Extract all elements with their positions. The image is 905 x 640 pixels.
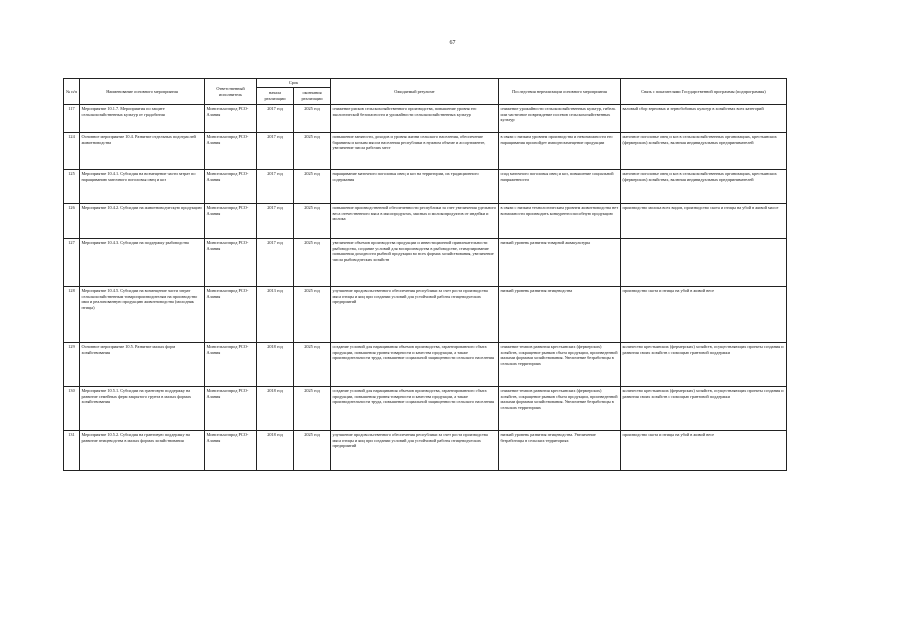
row-executor: Минсельхозпрод РСО-Алания [205, 133, 257, 170]
row-result: улучшение продовольственного обеспечения республики за счет роста производства мяса птицы и яиц при создании условий для устойчивой работы птицеводческих предприятий [331, 431, 499, 471]
row-start: 2018 год [257, 431, 294, 471]
row-link [621, 239, 787, 287]
program-activities-table [63, 78, 787, 471]
row-start: 2017 год [257, 204, 294, 239]
row-executor: Минсельхозпрод РСО-Алания [205, 204, 257, 239]
row-executor: Минсельхозпрод РСО-Алания [205, 431, 257, 471]
row-consequences: низкий уровень развития птицеводства [499, 287, 621, 343]
row-num: 129 [64, 343, 80, 387]
row-name: Мероприятие 10.5.1. Субсидии на грантовую поддержку на развитие семейных ферм закрытого грунта в малых формах хозяйствования [80, 387, 205, 431]
row-name: Основное мероприятие 10.5. Развитие малых форм хозяйствования [80, 343, 205, 387]
row-consequences: снижение темпов развития крестьянских (фермерских) хозяйств, сокращение рынков сбыта продукции, произведенной малыми формами хозяйствования. Увеличение безработицы в сельских территориях [499, 343, 621, 387]
row-link: производство скота и птицы на убой в живой весе [621, 431, 787, 471]
row-result: улучшение продовольственного обеспечения республики за счет роста производства мяса птицы и яиц при создании условий для устойчивой работы птицеводческих предприятий [331, 287, 499, 343]
row-end: 2025 год [294, 133, 331, 170]
row-end: 2025 год [294, 343, 331, 387]
row-num: 128 [64, 287, 80, 343]
row-consequences: снижение урожайности сельскохозяйственных культур, гибель или частичное повреждение посевов сельскохозяйственных культур [499, 105, 621, 133]
header-num: № п/п [64, 79, 80, 105]
row-consequences: в связи с низким уровнем производства и невозможности его наращивания произойдет импортозамещение продукции [499, 133, 621, 170]
row-consequences: низкий уровень развития птицеводства. Увеличение безработицы в сельских территориях [499, 431, 621, 471]
row-end: 2025 год [294, 431, 331, 471]
row-num: 124 [64, 133, 80, 170]
row-consequences: в связи с низким технологическим уровнем животноводства нет возможности производить конкурентоспособную продукцию [499, 204, 621, 239]
table-row [64, 343, 787, 387]
row-result: увеличение объемов производства продукции и инвестиционной привлекательности рыбоводства, создание условий для воспроизводства в рыбоводстве, стимулирование повышения доходности рыбной продукции во всех формах хозяйствования, увеличение числа рыбоводческих хозяйств [331, 239, 499, 287]
header-consequences: Последствия нереализации основного мероприятия [499, 79, 621, 105]
row-start: 2017 год [257, 105, 294, 133]
row-num: 125 [64, 170, 80, 204]
row-consequences: низкий уровень развития товарной аквакультуры [499, 239, 621, 287]
header-executor: Ответственный исполнитель [205, 79, 257, 105]
row-start: 2013 год [257, 287, 294, 343]
table-row [64, 287, 787, 343]
row-result: создание условий для наращивания объемов производства, гарантированного сбыта продукции, повышения уровня товарности и качества продукции, а также производительности труда, повышение социальной защищенности сельского населения [331, 387, 499, 431]
header-name: Наименование основного мероприятия [80, 79, 205, 105]
table-row [64, 204, 787, 239]
header-end: окончания реализации [294, 88, 331, 105]
table-row [64, 239, 787, 287]
table-row [64, 133, 787, 170]
row-start: 2017 год [257, 170, 294, 204]
row-name: Мероприятие 10.4.5. Субсидии на возмещение части затрат сельскохозяйственным товаропроизводителям на производство ими и реализованную продукцию животноводства (молодняк птицы) [80, 287, 205, 343]
row-end: 2025 год [294, 239, 331, 287]
row-link: валовый сбор зерновых и зернобобовых культур в хозяйствах всех категорий [621, 105, 787, 133]
row-result: наращивание маточного поголовья овец и коз на территории, их традиционного содержания [331, 170, 499, 204]
header-result: Ожидаемый результат [331, 79, 499, 105]
row-name: Мероприятие 10.4.1. Субсидия на возмещение части затрат по наращиванию маточного поголовья овец и коз [80, 170, 205, 204]
row-end: 2025 год [294, 105, 331, 133]
row-start: 2017 год [257, 239, 294, 287]
row-start: 2017 год [257, 133, 294, 170]
table-row [64, 431, 787, 471]
row-name: Мероприятие 10.4.3. Субсидии на поддержку рыбоводства [80, 239, 205, 287]
row-result: повышение производственной обеспеченности республики за счет увеличения удельного веса отечественного мяса в мясопродуктах, мясных и молокопродуктов от индейки и молока [331, 204, 499, 239]
table-row [64, 170, 787, 204]
row-executor: Минсельхозпрод РСО-Алания [205, 287, 257, 343]
row-link: производство молока всех видов, производство скота и птицы на убой в живой массе [621, 204, 787, 239]
row-name: Мероприятие 10.4.2. Субсидии на животноводческую продукцию [80, 204, 205, 239]
row-name: Основное мероприятие 10.4. Развитие отдельных подотраслей животноводства [80, 133, 205, 170]
row-executor: Минсельхозпрод РСО-Алания [205, 343, 257, 387]
row-num: 117 [64, 105, 80, 133]
row-consequences: снижение темпов развития крестьянских (фермерских) хозяйств, сокращение рынков сбыта продукции, произведенной малыми формами хозяйствования. Увеличение безработицы в сельских территориях [499, 387, 621, 431]
row-link: количество крестьянских (фермерских) хозяйств, осуществляющих проекты создания и развития своих хозяйств с помощью грантовой поддержки [621, 343, 787, 387]
row-end: 2025 год [294, 170, 331, 204]
row-link: маточное поголовье овец и коз в сельскохозяйственных организациях, крестьянских (фермерских) хозяйствах, включая индивидуальных предпринимателей [621, 133, 787, 170]
row-start: 2018 год [257, 343, 294, 387]
row-name: Мероприятие 10.5.2. Субсидия на грантовую поддержку на развитие птицеводства в малых формах хозяйствования [80, 431, 205, 471]
row-num: 130 [64, 387, 80, 431]
table-row [64, 387, 787, 431]
row-executor: Минсельхозпрод РСО-Алания [205, 105, 257, 133]
row-result: снижение рисков сельскохозяйственного производства, повышение уровня его экологической безопасности и урожайности сельскохозяйственных культур [331, 105, 499, 133]
row-name: Мероприятие 10.1.7. Мероприятия по защите сельскохозяйственных культур от градобития [80, 105, 205, 133]
row-executor: Минсельхозпрод РСО-Алания [205, 239, 257, 287]
row-executor: Минсельхозпрод РСО-Алания [205, 170, 257, 204]
row-end: 2025 год [294, 387, 331, 431]
header-start: начала реализации [257, 88, 294, 105]
row-executor: Минсельхозпрод РСО-Алания [205, 387, 257, 431]
row-start: 2018 год [257, 387, 294, 431]
row-consequences: спад маточного поголовья овец и коз, повышение социальной напряженности [499, 170, 621, 204]
row-result: повышение занятости, доходов и уровня жизни сельского населения, обеспечение баранины и козьим мясом населения республики в нужном объеме и ассортименте, увеличение числа рабочих мест [331, 133, 499, 170]
header-link: Связь с показателями Государственной программы (подпрограммы) [621, 79, 787, 105]
row-link: количество крестьянских (фермерских) хозяйств, осуществляющих проекты создания и развития своих хозяйств с помощью грантовой поддержки [621, 387, 787, 431]
page-number: 67 [449, 40, 456, 46]
row-link: производство скота и птицы на убой в живой весе [621, 287, 787, 343]
row-result: создание условий для наращивания объемов производства, гарантированного сбыта продукции, повышения уровня товарности и качества продукции, а также производительности труда, повышение социальной защищенности сельского населения [331, 343, 499, 387]
row-link: маточное поголовье овец и коз в сельскохозяйственных организациях, крестьянских (фермерских) хозяйствах, включая индивидуальных предпринимателей [621, 170, 787, 204]
row-num: 126 [64, 204, 80, 239]
row-num: 127 [64, 239, 80, 287]
row-num: 131 [64, 431, 80, 471]
header-term: Срок [257, 79, 331, 88]
table-row [64, 105, 787, 133]
row-end: 2025 год [294, 287, 331, 343]
row-end: 2025 год [294, 204, 331, 239]
